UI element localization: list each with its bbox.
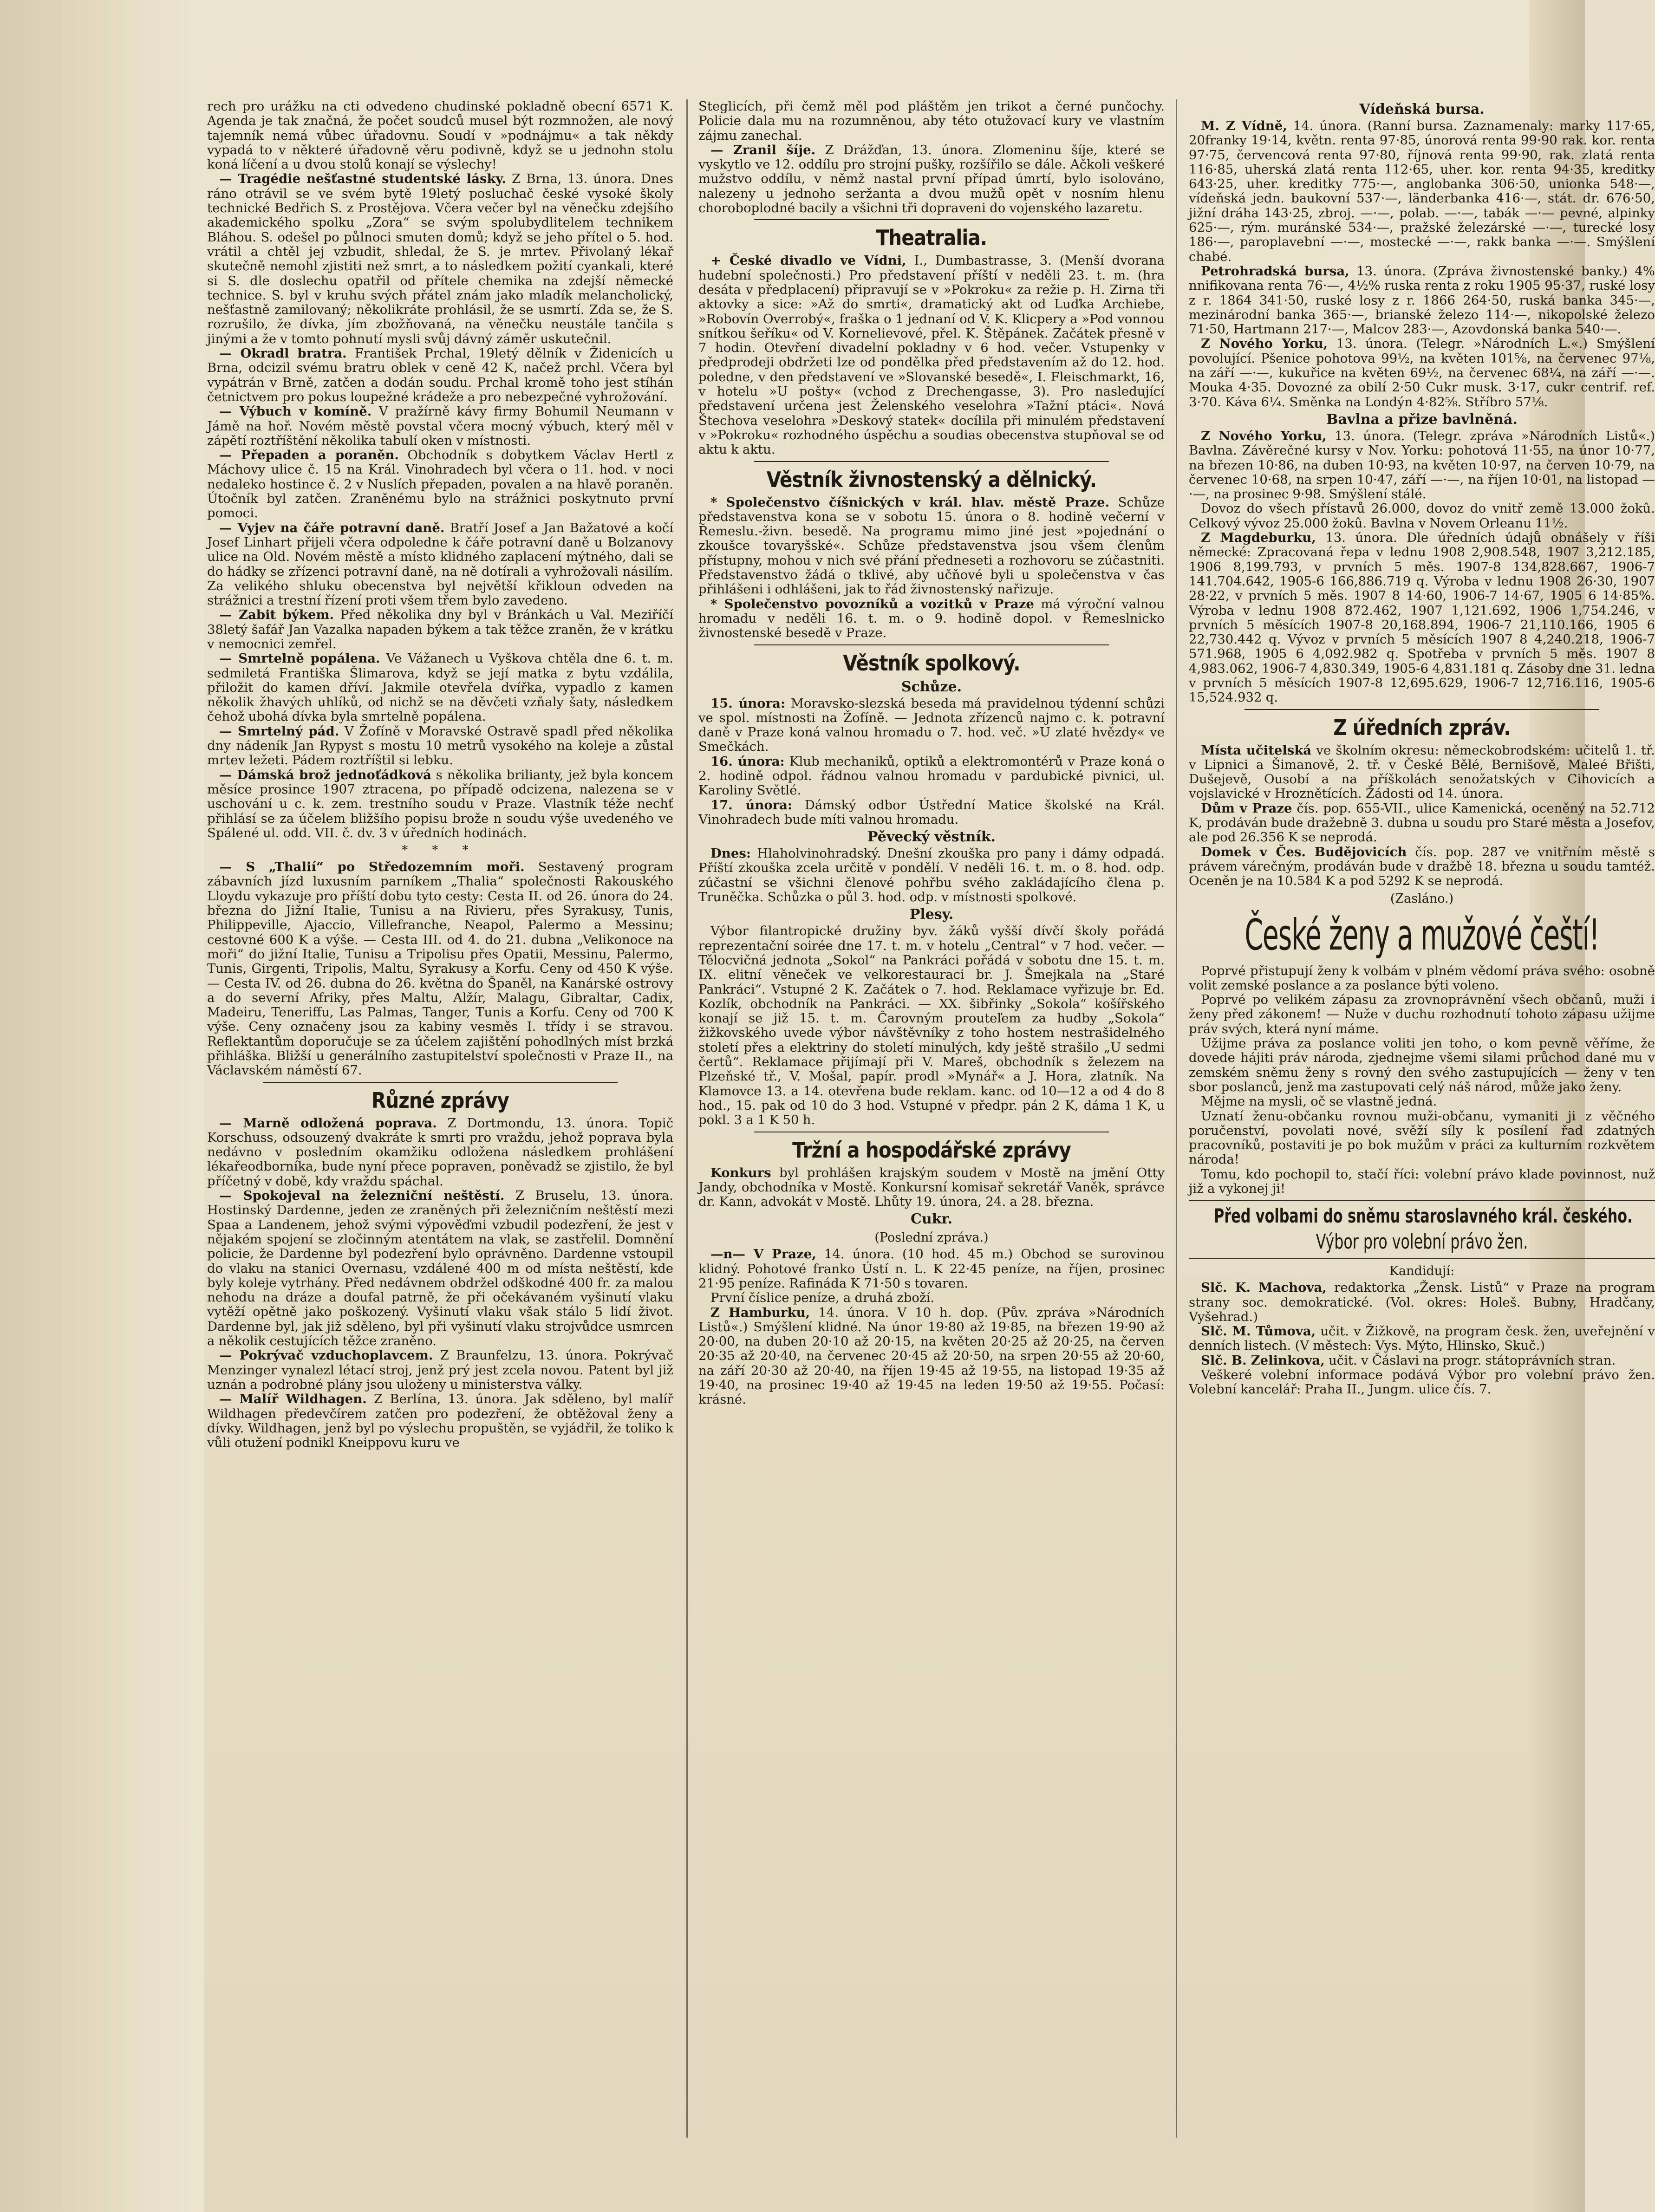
article-text: 14. února. (10 hod. 45 m.) Obchod se surovinou klidný. Pohotové franko Ústí n. L. K 22·45 peníze, na říjen, prosinec 21·95 peníze. Rafináda K 71·50 s tovaren.: [698, 1247, 1165, 1291]
article-paragraph: [698, 1306, 1165, 1407]
article-text: učit. v Čáslavi na progr. státoprávních stran.: [1329, 1353, 1616, 1368]
article-paragraph: [1189, 531, 1655, 705]
article-paragraph: [698, 755, 1165, 798]
article-headline: Z Nového Yorku,: [1201, 428, 1327, 443]
article-text: Tomu, kdo pochopil to, stačí říci: volební právo klade povinnost, nuž již a vykonej ji!: [1189, 1166, 1655, 1196]
article-headline: Z Nového Yorku,: [1201, 336, 1328, 351]
article-text: Uznatí ženu-občanku rovnou muži-občanu, vymaniti ji z věčného poručenství, povolati nové, svěží síly k posílení řad zdatných pracovníků, postaviti je po bok mužům v práci za kulturním rozkvětem národa!: [1189, 1108, 1655, 1167]
article-paragraph: [1189, 743, 1655, 801]
article-headline: 17. února:: [710, 797, 793, 813]
article-text: Hlaholvinohradský. Dnešní zkouška pro pany i dámy odpadá. Příští zkouška zcela určitě v pondělí. V neděli 16. t. m. o 8. hod. odp. zúčastní se všichni členové pohřbu svého zakládajícího člena p. Truněčka. Schůzka o půl 3. hod. odp. v místnosti spolkové.: [698, 846, 1165, 905]
subsection-title: Schůze.: [901, 678, 962, 695]
article-headline: — Smrtelně popálena.: [219, 651, 380, 666]
article-text: První číslice peníze, a druhá zboží.: [710, 1290, 934, 1306]
article-paragraph: [1189, 1368, 1655, 1397]
article-text: V pražírně kávy firmy Bohumil Neumann v Jámě na hoř. Novém městě povstal včera mocný výbuch, který měl v zápětí roztříštění několika tabulí oken v místnosti.: [207, 404, 673, 448]
article-text: 13. února. Dle úředních údajů obnášely v říši německé: Zpracovaná řepa v lednu 1908 2,908.548, 1907 3,212.185, 1906 8,199.793, v prvních 5 měs. 1907-8 134,828.667, 1906-7 141.704.642, 1905-6 166,886.719 q. Výroba v lednu 1908 26·30, 1907 28·22, v prvních 5 měs. 1907 8 14·60, 1906-7 14·67, 1905 6 14·85%. Výroba v lednu 1908 872.462, 1907 1,121.692, 1906 1,754.246, v prvních 5 měsících 1907-8 20,168.894, 1906-7 21,110.166, 1905 6 22,730.442 q. Vývoz v prvních 5 měsících 1907 8 4,240.218, 1906-7 571.968, 1905 6 4,092.982 q. Spotřeba v prvních 5 měs. 1907 8 4,983.062, 1906-7 4,830.349, 1905-6 4,831.181 q. Zásoby dne 31. ledna v prvních 5 měsících 1907-8 12,695.629, 1906-7 12,716.116, 1905-6 15,524.932 q.: [1189, 530, 1655, 705]
article-headline: * Společenstvo číšnických v král. hlav. městě Praze.: [710, 494, 1110, 510]
horizontal-rule: [1189, 1200, 1655, 1201]
article-headline: Slč. B. Zelinkova,: [1201, 1353, 1325, 1368]
article-text: byl prohlášen krajským soudem v Mostě na jmění Otty Jandy, obchodníka v Mostě. Konkursní komisař sekretář Vaněk, správce dr. Kann, advokát v Mostě. Lhůty 19. února, 24. a 28. března.: [698, 1165, 1165, 1210]
article-paragraph: [207, 521, 673, 608]
article-paragraph: [1189, 429, 1655, 501]
article-text: Klub mechaniků, optiků a elektromontérů v Praze koná o 2. hodině odpol. řádnou valnou hromadu v pardubické pivnici, ul. Karoliny Světlé.: [698, 754, 1165, 798]
article-headline: — Okradl bratra.: [219, 346, 347, 361]
article-headline: — Spokojeval na železniční neštěstí.: [219, 1188, 505, 1204]
article-paragraph: [1189, 1109, 1655, 1167]
section-title: Věstník spolkový.: [843, 650, 1020, 676]
section-title: Různé zprávy: [371, 1087, 509, 1113]
horizontal-rule: [1189, 1258, 1655, 1259]
article-text: Mějme na mysli, oč se vlastně jedná.: [1201, 1094, 1437, 1109]
article-text: Z Berlína, 13. února. Jak sděleno, byl malíř Wildhagen předevčírem zatčen pro podezření, že obtěžoval ženy a dívky. Wildhagen, jenž byl po výslechu propuštěn, se vyjádřil, že toliko k vůli otužení podnikl Kneippovu kuru ve: [207, 1392, 674, 1451]
article-paragraph: [1189, 845, 1655, 889]
article-paragraph: [1189, 964, 1655, 993]
article-paragraph: [1189, 993, 1655, 1036]
article-paragraph: [207, 404, 673, 448]
article-headline: Petrohradská bursa,: [1201, 263, 1349, 279]
article-paragraph: [1189, 1324, 1655, 1353]
article-text: Z Bruselu, 13. února. Hostinský Dardenne, jeden ze zraněných při železničním neštěstí mezi Spaa a Landenem, jehož svými výpověďmi vzbudil podezření, že jest v nějakém spojení se zločinným atentátem na vlak, se zastřelil. Domnění policie, že Dardenne byl podezření bylo oprávněno. Dardenne vstoupil do vlaku na stanici Overnasu, vzdálené 400 m od místa neštěstí, kde byly koleje vytrhány. Před nedávnem obdržel odškodné 400 fr. za malou nehodu na dráze a doufal patrně, že při očekávaném vyšinutí vlaku vytěží opětně jako poškozený. Vyšinutí vlaku však stálo 5 lidí život. Dardenne byl, jak již sděleno, byl při vyšinutí vlaku strojvůdce usmrcen a několik cestujících těžce zraněno.: [207, 1188, 673, 1349]
article-paragraph: [698, 597, 1165, 641]
article-text: Schůze představenstva kona se v sobotu 15. února o 8. hodině večerní v Řemeslu.-živn. besedě. Na programu mimo jiné jest »pojednání o zkoušce tovaryšské«. Schůze představenstva jsou všem členům přístupny, mohou v nich své přání předneseti a rozhovoru se zúčastniti. Představenstvo žádá o tklivé, aby učňové byli u společenstva v čas přihlášeni i odhlášeni, jak to řád živnostenský nařizuje.: [698, 494, 1165, 597]
section-rule: [754, 219, 1109, 220]
article-text: Před několika dny byl v Bránkách u Val. Meziříčí 38letý šafář Jan Vazalka napaden býkem a tak těžce zraněn, že v krátku v nemocnici zemřel.: [207, 607, 673, 651]
subsection-title: Vídeňská bursa.: [1359, 101, 1485, 117]
section-title: Věstník živnostenský a dělnický.: [766, 467, 1097, 492]
article-paragraph: [207, 1348, 673, 1392]
article-text: Ve Vážanech u Vyškova chtěla dne 6. t. m. sedmiletá Františka Šlimarova, když se její matka z bytu vzdálila, přiložit do kamen dříví. Jakmile otevřela dvířka, vypadlo z kamen několik žhavých uhlíků, od nichž se na děvčeti vzňaly šaty, následkem čehož ubohá dívka byla smrtelně popálena.: [207, 651, 673, 724]
article-paragraph: [698, 696, 1165, 755]
article-text: V Žofíně v Moravské Ostravě spadl před několika dny nádeník Jan Rypyst s mostu 10 metrů vysokého na koleje a zůstal mrtev ležeti. Pádem roztříštil si lebku.: [207, 723, 673, 768]
article-text: 13. února. (Zpráva živnostenské banky.) 4% nnifikovana renta 76·—, 4½% ruska renta z roku 1905 95·37, ruské losy z r. 1864 341·50, ruské losy z r. 1866 264·50, ruská banka 345·—, mezinárodní banka 365·—, brianské železo 114·—, nikopolské železo 71·50, Hartmann 217·—, Malcov 283·—, Azovdonská banka 540·—.: [1189, 263, 1655, 337]
article-paragraph: [207, 1189, 673, 1348]
section-title: Z úředních zpráv.: [1333, 715, 1511, 740]
article-headline: + České divadlo ve Vídni,: [710, 253, 906, 268]
article-headline: Dnes:: [710, 846, 751, 861]
article-text: ve školním okresu: německobrodském: učitelů 1. tř. v Lipnici a Šimanově, 2. tř. v České Bělé, Bernišově, Maleé Břišti, Dušejevě, Ousobí a na příškolách senožatských v Cihovicích a vojslavické v Hroznětících. Žádosti od 14. února.: [1189, 742, 1655, 801]
appeal-subheadline: Před volbami do sněmu staroslavného král. českého.: [1214, 1204, 1633, 1228]
subsection-title: Bavlna a přize bavlněná.: [1326, 411, 1518, 428]
appeal-headline: České ženy a mužové čeští!: [1245, 910, 1599, 960]
article-headline: — Zranil šíje.: [710, 142, 816, 157]
article-text: čís. pop. 655-VII., ulice Kamenická, oceněný na 52.712 K, prodáván bude dražebně 3. dubna u soudu pro Staré města a Josefov, ale pod 26.356 K se neprodá.: [1189, 800, 1655, 845]
article-text: I., Dumbastrasse, 3. (Menší dvorana hudební společnosti.) Pro představení příští v neděli 23. t. m. (hra desáta v předplacení) připravují se v »Pokroku« za režie p. H. Zirna tři aktovky a sice: »Až do smrti«, dramatický akt od Luďka Archiebe, »Robovín Overrobý«, fraška o 1 jednaní od V. K. Klicpery a »Pod vonnou snítkou šeříku« od V. Kornelievové, přel. K. Štěpánek. Začátek přesně v 7 hodin. Otevření divadelní pokladny v 6 hod. večer. Vstupenky v předprodeji obdržeti lze od pondělka před představením až do 12. hod. poledne, v den představení ve »Slovanské besedě«, I. Fleischmarkt, 16, v hotelu »U pošty« (vchod z Drechengasse, 3). Pro nasledující představení určena jest Želenského veselohra »Tažní ptáci«. Nová Štechova veselohra »Deskový statek« docílila při minulém představení v »Pokroku« rozhodného úspěchu a soudias obecenstva stupňoval se od aktu k aktu.: [698, 253, 1165, 457]
article-text: Steglicích, při čemž měl pod pláštěm jen trikot a černé punčochy. Policie dala mu na rozumněnou, aby této otužovací kury ve vlastním zájmu zanechal.: [698, 99, 1165, 143]
article-paragraph: [698, 1166, 1165, 1210]
article-paragraph: [207, 1116, 673, 1189]
article-text: František Prchal, 19letý dělník v Židenicích u Brna, odcizil svému bratru oblek v ceně 42 K, načež prchl. Včera byl vypátrán v Brně, zatčen a dodán soudu. Prchal kromě toho jest stíhán četnictvem pro pokus loupežné krádeže a pro nebezpečné vyhrožování.: [207, 346, 674, 404]
section-title: Tržní a hospodářské zprávy: [792, 1137, 1071, 1163]
article-headline: — Přepaden a poraněn.: [219, 448, 399, 463]
article-paragraph: [207, 1392, 673, 1450]
article-text: rech pro urážku na cti odvedeno chudinské pokladně obecní 6571 K. Agenda je tak značná, že počet soudců musel být rozmnožen, ale nový tajemník nemá vůbec úřadovnu. Soudí v »podnájmu« a tak někdy vypadá to v některé úřadovně věru podivně, když se u jednohn stolu koná líčení a u dvou stolů konají se výslechy!: [207, 99, 673, 172]
subsection-title: Pěvecký věstník.: [867, 829, 996, 846]
article-paragraph: [1189, 264, 1655, 337]
article-headline: Slč. K. Machova,: [1201, 1280, 1327, 1295]
article-paragraph: [1189, 801, 1655, 845]
article-paragraph: [698, 143, 1165, 215]
article-text: Moravsko-slezská beseda má pravidelnou týdenní schůzi ve spol. místnosti na Žofíně. — Jednota zřízenců najmo c. k. potravní daně v Praze koná valnou hromadu o 7. hod. več. »U zlaté hvězdy« ve Smečkách.: [698, 696, 1165, 755]
subsection-title: Kandidují:: [1389, 1264, 1455, 1279]
article-text: čís. pop. 287 ve vnitřním městě s právem várečným, prodáván bude v dražbě 18. března u soudu tamtéž. Oceněn je na 10.584 K a pod 5292 K se neprodá.: [1189, 844, 1655, 889]
article-text: 13. února. (Telegr. zpráva »Národních Listů«.) Bavlna. Závěrečné kursy v Nov. Yorku: pohotová 11·55, na únor 10·77, na březen 10·86, na duben 10·93, na květen 10·97, na červen 10·79, na červenec 10·68, na srpen 10·47, září —·—, na říjen 10·01, na listopad —·—, na prosinec 9·98. Smýšlení stálé.: [1189, 428, 1655, 502]
article-paragraph: [1189, 1281, 1655, 1324]
article-paragraph: [207, 860, 673, 1078]
article-paragraph: [207, 346, 673, 404]
article-headline: — Malíř Wildhagen.: [219, 1392, 367, 1407]
article-headline: 16. února:: [710, 754, 785, 769]
article-headline: — Pokrývač vzduchoplavcem.: [219, 1348, 433, 1363]
article-headline: Z Magdeburku,: [1201, 530, 1316, 546]
section-rule: [263, 1082, 618, 1083]
article-paragraph: [207, 651, 673, 724]
article-paragraph: [1189, 337, 1655, 409]
article-headline: — Výbuch v komíně.: [219, 404, 372, 419]
article-paragraph: [698, 99, 1165, 143]
article-headline: Slč. M. Tůmova,: [1201, 1324, 1316, 1339]
article-paragraph: [698, 254, 1165, 457]
subsection-title: (Poslední zpráva.): [874, 1230, 989, 1245]
column-left: [207, 99, 673, 2142]
column-middle: [698, 99, 1165, 2142]
article-text: učit. v Žižkově, na program česk. žen, uveřejnění v denních listech. (V městech: Vys. Mýto, Hlinsko, Skuč.): [1189, 1324, 1655, 1353]
subsection-title: Plesy.: [909, 906, 954, 923]
article-headline: — Tragédie nešťastné studentské lásky.: [219, 171, 506, 187]
article-headline: — Vyjev na čáře potravní daně.: [219, 520, 445, 535]
article-paragraph: [698, 846, 1165, 904]
section-rule: [754, 644, 1109, 645]
article-headline: Dům v Praze: [1201, 800, 1292, 816]
article-paragraph: [698, 798, 1165, 827]
article-text: Obchodník s dobytkem Václav Hertl z Máchovy ulice č. 15 na Král. Vinohradech byl včera o 11. hod. v noci nedaleko hostince č. 2 v Nuslích přepaden, povalen a na hlavě poraněn. Útočník byl zatčen. Zraněnému bylo na strážnici poskytnuto první pomoci.: [207, 448, 674, 521]
page-left-margin: [0, 0, 204, 2212]
article-text: má výroční valnou hromadu v neděli 16. t. m. o 9. hodině dopol. v Řemeslnicko živnostenské besedě v Praze.: [698, 596, 1165, 641]
article-text: Výbor filantropické družiny byv. žáků vyšší dívčí školy pořádá reprezentační soirée dne 17. t. m. v hotelu „Central“ v 7 hod. večer. — Tělocvičná jednota „Sokol“ na Pankráci pořádá v sobotu dne 15. t. m. IX. elitní věneček ve velkorestauraci br. J. Šmejkala na „Staré Pankráci“. Vstupné 2 K. Začátek o 7. hod. Reklamace vyřizuje br. Ed. Kozlík, obchodník na Pankráci. — XX. šibřinky „Sokola“ košířského konají se již 15. t. m. Čarovným prouteľem za hudby „Sokola“ žižkovského uvede výbor návštěvníky z toho hostem nestrašidelného století přes a elektriny do století minulých, kdy ještě strašilo „U sedmi čertů“. Reklamace přijímají při V. Mareš, obchodník s železem na Plzeňské tř., V. Mošal, papír. prodl »Mynář« a J. Hora, zlatník. Na Klamovce 13. a 14. otevřena bude reklam. kanc. od 10—12 a od 4 do 8 hod., 15. pak od 10 do 3 hod. Vstupné v předpr. pán 2 K, dáma 1 K, u pokl. 3 a 1 K 50 h.: [698, 924, 1165, 1128]
article-paragraph: [207, 608, 673, 651]
article-paragraph: [698, 924, 1165, 1127]
article-headline: Z Hamburku,: [710, 1305, 810, 1320]
article-text: Dovoz do všech přístavů 26.000, dovoz do vnitř země 13.000 žokû. Celkový vývoz 25.000 žokû. Bavlna v Novem Orleanu 11½.: [1189, 501, 1655, 531]
article-headline: Domek v Čes. Budějovicích: [1201, 844, 1407, 859]
article-text: Poprvé přistupují ženy k volbám v plném vědomí práva svého: osobně volit zemské poslance a za poslance býti voleno.: [1189, 963, 1655, 993]
article-text: s několika brilianty, jež byla koncem měsíce prosince 1907 ztracena, po případě odcizena, nalezena se v uschování u c. k. zem. trestního soudu v Praze. Vlastník téže nechť přihlásí se za účelem bližšího popisu brože n soudu výše uvedeného ve Spálené ul. odd. VII. č. dv. 3 v úředních hodinách.: [207, 767, 673, 840]
article-paragraph: [1189, 501, 1655, 531]
article-text: Z Dortmondu, 13. února. Topič Korschuss, odsouzený dvakráte k smrti pro vraždu, jehož poprava byla nedávno v posledním okamžiku odložena následkem prohlášení lékařeodborníka, bude nyní přece popraven, poněvadž se zjistilo, že byl příčetný v době, kdy vraždu spáchal.: [207, 1115, 673, 1189]
article-paragraph: [1189, 1353, 1655, 1368]
article-paragraph: [207, 448, 673, 520]
article-text: Z Drážďan, 13. února. Zlomeninu šíje, které se vyskytlo ve 12. oddílu pro strojní pušky, rozšířilo se dále. Ačkoli veškeré mužstvo oddílu, v němž nastal první případ úmrtí, bylo isolováno, nalezeny u jednoho seržanta a dvou mužů opět v nosním hlenu choroboplodné bacily a všichni tři dopraveni do vojenského lazaretu.: [698, 142, 1165, 216]
asterism-divider: * * *: [402, 843, 479, 858]
article-text: Veškeré volební informace podává Výbor pro volební právo žen. Volební kancelář: Praha II., Jungm. ulice čís. 7.: [1189, 1367, 1655, 1397]
section-rule: [754, 461, 1109, 462]
column-divider: [1176, 99, 1177, 2138]
section-rule: [1245, 709, 1599, 710]
section-title: Theatralia.: [876, 225, 987, 251]
article-paragraph: [1189, 119, 1655, 264]
article-headline: Místa učitelská: [1201, 742, 1312, 758]
article-headline: M. Z Vídně,: [1201, 118, 1287, 133]
article-paragraph: [1189, 1167, 1655, 1197]
article-headline: 15. února:: [710, 696, 786, 711]
article-paragraph: [698, 1291, 1165, 1305]
article-paragraph: [207, 724, 673, 768]
article-headline: —n— V Praze,: [710, 1247, 816, 1262]
article-paragraph: [207, 99, 673, 172]
article-text: Užijme práva za poslance voliti jen toho, o kom pevně věříme, že dovede hájiti práv národa, zjednejme všemi silami průchod dané mu v zemském sněmu ženy s rovný den svého zastupujících — ženy v ten sbor poslanců, jenž ma zastupovati celý náš národ, může jako ženy.: [1189, 1036, 1655, 1094]
article-text: Z Braunfelzu, 13. února. Pokrývač Menzinger vynalezl létací stroj, jenž prý jest zcela novou. Patent byl již uznán a podrobné plány jsou uloženy u ministerstva války.: [207, 1348, 674, 1392]
article-text: Dámský odbor Ústřední Matice školské na Král. Vinohradech bude míti valnou hromadu.: [698, 797, 1165, 827]
column-right: [1189, 99, 1655, 2142]
article-paragraph: [207, 172, 673, 346]
subsection-title: Cukr.: [911, 1211, 952, 1228]
article-headline: — Smrtelný pád.: [219, 723, 339, 739]
article-headline: — Zabit býkem.: [219, 607, 334, 623]
subsection-title: (Zasláno.): [1390, 891, 1454, 906]
article-headline: — Dámská brož jednoťádková: [219, 767, 431, 782]
article-paragraph: [698, 1247, 1165, 1291]
article-paragraph: [698, 495, 1165, 597]
article-text: 13. února. (Telegr. »Národních L.«.) Smýšlení povolující. Pšenice pohotova 99½, na květen 101⅝, na červenec 97⅛, na září —·—, kukuřice na květen 69½, na červenec 68¼, na září —·—. Mouka 4·35. Dovozné za obilí 2·50 Cukr musk. 3·17, cukr centrif. ref. 3·70. Káva 6¼. Směnka na Londýn 4·82⅝. Stříbro 57⅛.: [1189, 336, 1655, 410]
article-text: Sestavený program zábavních jízd luxusním parníkem „Thalia“ společnosti Rakouského Lloydu vykazuje pro příští dobu tyto cesty: Cesta II. od 26. února do 24. března do Jižní Italie, Tunisu a na Rivieru, přes Syrakusy, Tunis, Philippeville, Ajaccio, Villefranche, Neapol, Palermo a Messinu; cestovné 600 K a výše. — Cesta III. od 4. do 21. dubna „Velikonoce na moři“ do jižní Italie, Tunisu a Tripolisu přes Opatii, Messinu, Palermo, Tunis, Girgenti, Tripolis, Maltu, Syrakusy a Korfu. Ceny od 450 K výše. — Cesta IV. od 26. dubna do 26. května do Španěl, na Kanárské ostrovy a do severní Afriky, přes Maltu, Alžír, Malagu, Gibraltar, Cadix, Madeiru, Teneriffu, Las Palmas, Tanger, Tunis a Korfu. Ceny od 700 K výše. Ceny označeny jsou za kabiny vesměs I. třídy i se stravou. Reflektantům doporučuje se za účelem zajištění pohodlných míst brzká přihláška. Bližší u generálního zastupitelství společnosti v Praze II., na Václavském náměstí 67.: [207, 859, 674, 1078]
article-headline: — Marně odložená poprava.: [219, 1115, 437, 1131]
article-headline: Konkurs: [710, 1165, 771, 1180]
article-paragraph: [1189, 1094, 1655, 1109]
article-text: Bratří Josef a Jan Bažatové a kočí Josef Linhart přijeli včera odpoledne k čáře potravní daně u Bolzanovy ulice na Old. Novém městě a místo klidného zaplacení mýtného, dali se do hádky se zřízenci potravní daně, na ně dotírali a vyhrožovali násilím. Za velikého shluku obecenstva byl největší křikloun odveden na strážnici a trestní řízení proti všem třem bylo zavedeno.: [207, 520, 673, 608]
article-paragraph: [207, 768, 673, 840]
article-text: 14. února. (Ranní bursa. Zaznamenaly: marky 117·65, 20franky 19·14, květn. renta 97·85, únorová renta 99·90 rak. kor. renta 97·75, červencová renta 97·80, říjnová renta 99·90, rak. zlatá renta 116·85, uherská zlatá renta 112·65, uher. kor. renta 94·35, kreditky 643·25, uher. kreditky 775·—, anglobanka 306·50, unionka 548·—, vídeňská jedn. baukovní 537·—, länderbanka 416·—, stát. dr. 676·50, jižní dráha 143·25, zbroj. —·—, polab. —·—, tabák —·— pevné, alpinky 625·—, rým. muránské 534·—, pražské železárské —·—, turecké losy 186·—, paroplavební —·—, mostecké —·—, rakk banka —·—. Smýšlení chabé.: [1189, 118, 1655, 264]
article-text: Z Brna, 13. února. Dnes ráno otrávil se ve svém bytě 19letý posluchač české vysoké školy technické Bedřich S. z Prostějova. Včera večer byl na věnečku zdejšího akademického spolku „Zora“ se svým spolubydlitelem technikem Bláhou. S. odešel po půlnoci smuten domů; když se jeho přítel o 5. hod. vrátil a chtěl jej vzbudit, shledal, že S. je mrtev. Přivolaný lékař skutečně nemohl zjistiti než smrt, a to následkem požití cyankali, které si S. dle doslechu opatřil od přítele chemika na zdejší německé technice. S. byl v kruhu svých přátel znám jako mladík melancholický, nešťastně zamilovaný; několikráte prohlásil, že se usmrtí. Zda se, že S. rozrušilo, že dívka, jím zbožňovaná, na věnečku neustále tančila s jinými a že v tomto pohnutí mysli svůj dávný záměr uskutečnil.: [207, 171, 674, 346]
article-paragraph: [1189, 1036, 1655, 1094]
appeal-signature: Výbor pro volební právo žen.: [1316, 1230, 1528, 1254]
article-headline: * Společenstvo povozníků a vozitků v Praze: [710, 596, 1034, 612]
article-headline: — S „Thalií“ po Středozemním moři.: [219, 859, 525, 875]
article-text: redaktorka „Žensk. Listů“ v Praze na program strany soc. demokratické. (Vol. okres: Holeš. Bubny, Hradčany, Vyšehrad.): [1189, 1280, 1655, 1324]
article-text: 14. února. V 10 h. dop. (Pův. zpráva »Národních Listů«.) Smýšlení klidné. Na únor 19·80 až 19·85, na březen 19·90 až 20·00, na duben 20·10 až 20·15, na květen 20·25 až 20·25, na červen 20·35 až 20·40, na červenec 20·45 až 20·50, na srpen 20·55 až 20·60, na září 20·30 až 20·40, na říjen 19·45 až 19·55, na listopad 19·35 až 19·40, na prosinec 19·40 až 19·45 na leden 19·50 až 19·55. Počasí: krásné.: [698, 1305, 1165, 1407]
article-text: Poprvé po velikém zápasu za zrovnoprávnění všech občanů, muži i ženy před zákonem! — Nuže v duchu rozhodnutí tohoto zápasu užijme práv svých, která nyní máme.: [1189, 992, 1655, 1036]
column-divider: [686, 99, 688, 2138]
